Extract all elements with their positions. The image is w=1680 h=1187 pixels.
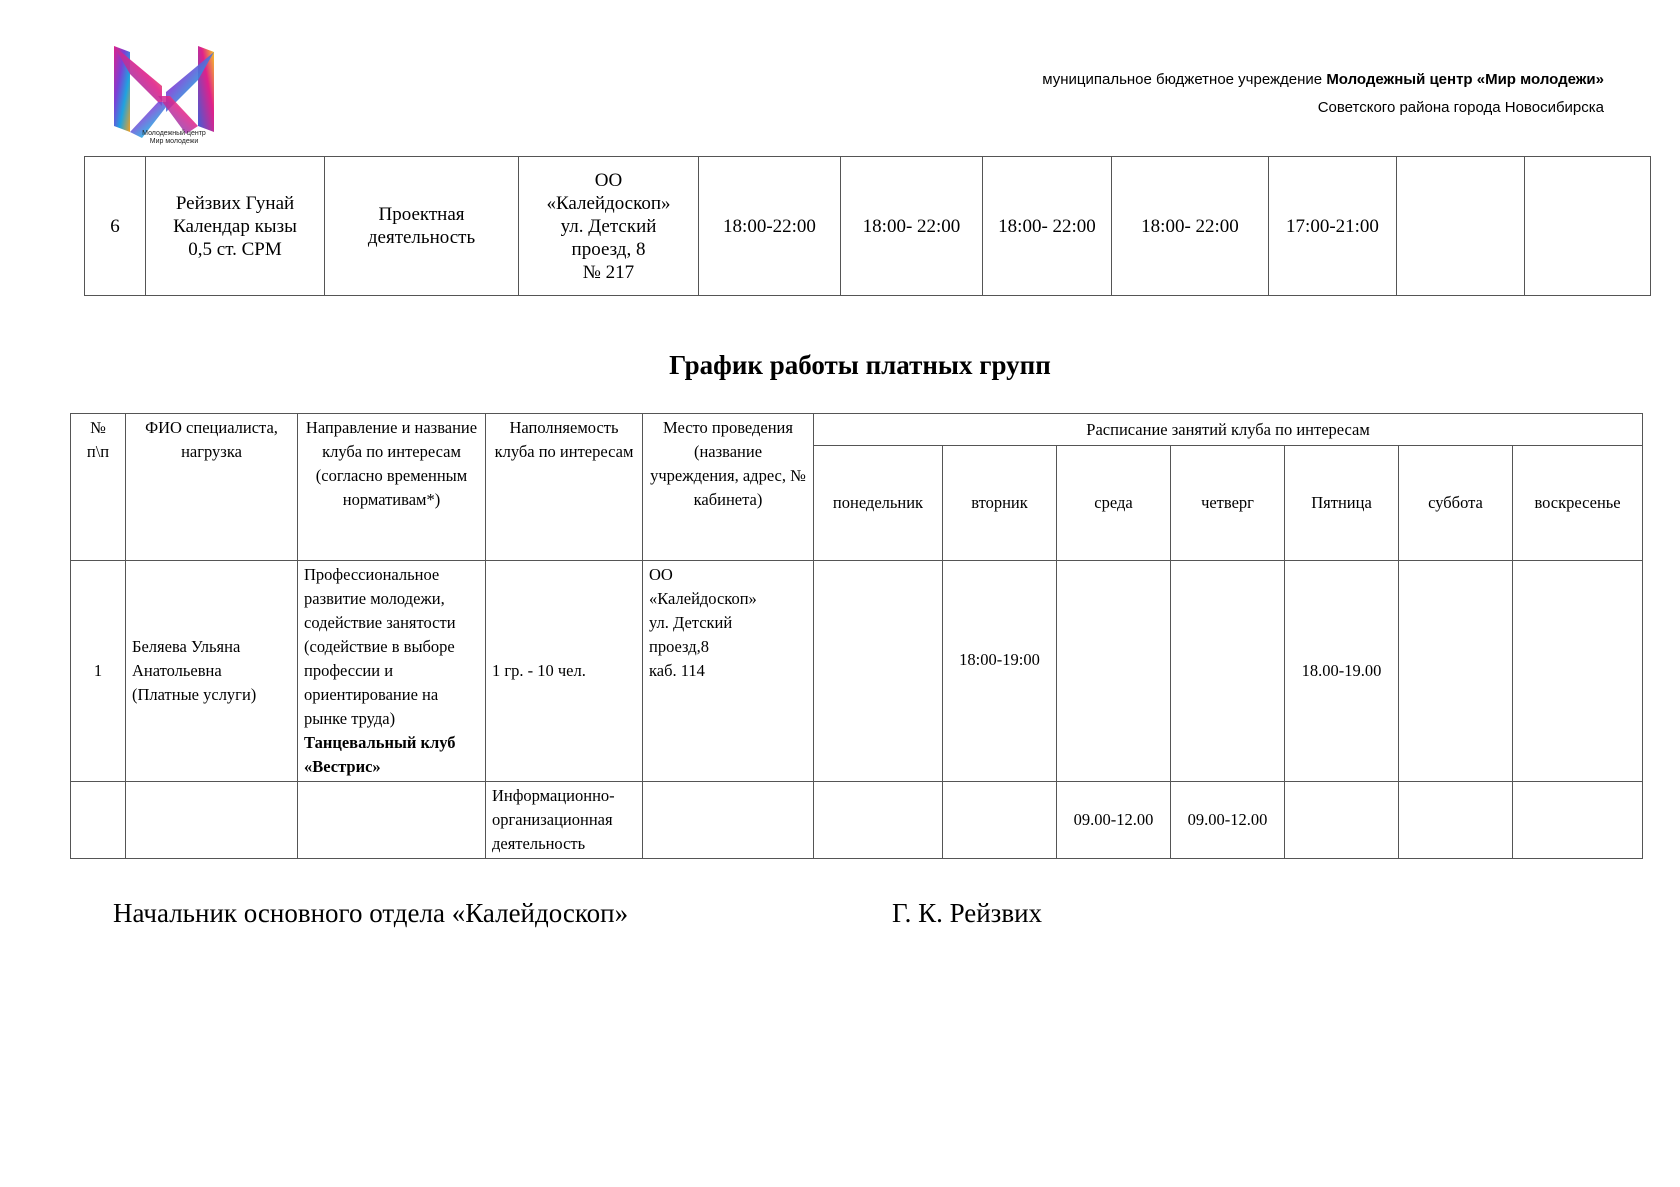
day-cell — [1171, 561, 1285, 782]
day-cell — [1513, 782, 1643, 859]
specialist-cell — [126, 782, 298, 859]
header-capacity: Наполняемость клуба по интересам — [486, 414, 643, 561]
day-cell: 09.00-12.00 — [1057, 782, 1171, 859]
time-cell: 18:00- 22:00 — [1112, 157, 1269, 296]
capacity-cell: 1 гр. - 10 чел. — [486, 561, 643, 782]
section-title: График работы платных групп — [669, 350, 1051, 380]
logo-caption: Молодежный центр Мир молодежи — [142, 130, 206, 145]
day-header-thursday: четверг — [1171, 446, 1285, 561]
header-place: Место проведения (название учреждения, адрес, № кабинета) — [643, 414, 814, 561]
day-header-saturday: суббота — [1399, 446, 1513, 561]
day-cell: 18:00-19:00 — [943, 561, 1057, 782]
day-cell — [814, 561, 943, 782]
place-cell — [643, 782, 814, 859]
row-number: 6 — [85, 157, 146, 296]
day-cell — [943, 782, 1057, 859]
time-cell — [1397, 157, 1525, 296]
place-cell: ОО «Калейдоскоп» ул. Детский проезд,8 каб. 114 — [643, 561, 814, 782]
header-direction: Направление и название клуба по интересам (согласно временным нормативам*) — [298, 414, 486, 561]
signature-position: Начальник основного отдела «Калейдоскоп» — [113, 898, 629, 928]
specialist-cell: Беляева Ульяна Анатольевна (Платные услуги) — [126, 561, 298, 782]
signature-name: Г. К. Рейзвих — [892, 898, 1043, 928]
header-schedule: Расписание занятий клуба по интересам — [814, 414, 1643, 446]
row-number: 1 — [71, 561, 126, 782]
day-header-tuesday: вторник — [943, 446, 1057, 561]
day-cell — [1399, 782, 1513, 859]
day-cell — [1057, 561, 1171, 782]
day-cell — [814, 782, 943, 859]
capacity-cell: Информационно- организационная деятельность — [486, 782, 643, 859]
time-cell — [1525, 157, 1651, 296]
header-row — [71, 414, 1643, 446]
specialist-cell: Рейзвих Гунай Календар кызы 0,5 ст. СРМ — [146, 157, 325, 296]
day-header-friday: Пятница — [1285, 446, 1399, 561]
schedule-table — [70, 413, 1643, 859]
day-header-wednesday: среда — [1057, 446, 1171, 561]
day-cell: 18.00-19.00 — [1285, 561, 1399, 782]
row-number — [71, 782, 126, 859]
time-cell: 18:00- 22:00 — [983, 157, 1112, 296]
day-header-sunday: воскресенье — [1513, 446, 1643, 561]
place-cell: ОО «Калейдоскоп» ул. Детский проезд, 8 № 217 — [519, 157, 699, 296]
table-row — [71, 561, 1643, 782]
day-header-monday: понедельник — [814, 446, 943, 561]
direction-cell: Профессиональное развитие молодежи, содействие занятости (содействие в выборе профессии и ориентирование на рынке труда) Танцевальный клуб «Вестрис» — [298, 561, 486, 782]
continuation-table — [84, 156, 1651, 296]
header-fio: ФИО специалиста, нагрузка — [126, 414, 298, 561]
organization-header: муниципальное бюджетное учреждение Молодежный центр «Мир молодежи» Советского района города Новосибирска — [1042, 71, 1604, 116]
day-cell — [1285, 782, 1399, 859]
header-num: № п\п — [71, 414, 126, 561]
activity-cell: Проектная деятельность — [325, 157, 519, 296]
day-cell — [1399, 561, 1513, 782]
time-cell: 18:00- 22:00 — [841, 157, 983, 296]
time-cell: 18:00-22:00 — [699, 157, 841, 296]
day-cell — [1513, 561, 1643, 782]
time-cell: 17:00-21:00 — [1269, 157, 1397, 296]
table-row — [71, 782, 1643, 859]
club-name: Танцевальный клуб — [304, 733, 456, 752]
table-row — [85, 157, 1651, 296]
day-cell: 09.00-12.00 — [1171, 782, 1285, 859]
direction-cell — [298, 782, 486, 859]
